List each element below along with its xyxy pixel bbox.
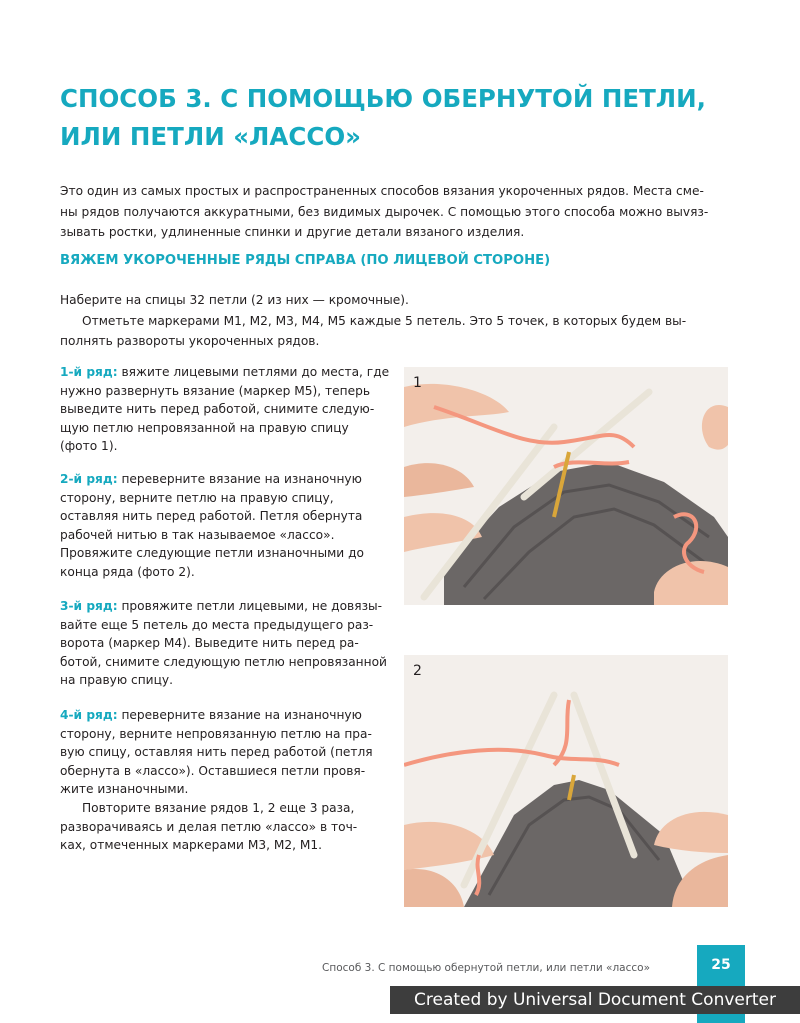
- step-3-line-1: [60, 597, 385, 616]
- step-3-label: 3-й ряд:: [60, 599, 118, 613]
- step-1-line-3: выведите нить перед работой, снимите следую-: [60, 402, 375, 417]
- page-title: [60, 80, 760, 156]
- title-line-1: СПОСОБ 3. С ПОМОЩЬЮ ОБЕРНУТОЙ ПЕТЛИ,: [60, 84, 706, 113]
- step-3-line-5: на правую спицу.: [60, 673, 173, 688]
- step-1-text: вяжите лицевыми петлями до места, где: [117, 365, 390, 379]
- step-2-line-4: рабочей нитью в так называемое «лассо».: [60, 527, 335, 542]
- running-footer: Способ 3. С помощью обернутой петли, или петли «лассо»: [322, 962, 650, 974]
- step-2-line-3: оставляя нить перед работой. Петля обернута: [60, 509, 363, 524]
- step-2: [60, 470, 385, 582]
- step-1: [60, 363, 390, 456]
- intro-line-1: Это один из самых простых и распространенных способов вязания укороченных рядов. Места сме-: [60, 184, 704, 198]
- intro-paragraph: [60, 181, 740, 243]
- setup-line-3: полнять развороты укороченных рядов.: [60, 334, 320, 348]
- step-4-extra-line-1: Повторите вязание рядов 1, 2 еще 3 раза,: [82, 800, 355, 815]
- setup-line-2: Отметьте маркерами М1, М2, М3, М4, М5 каждые 5 петель. Это 5 точек, в которых будем вы-: [82, 313, 687, 328]
- setup-line-1: Наберите на спицы 32 петли (2 из них — кромочные).: [60, 293, 409, 307]
- intro-line-3: зывать ростки, удлиненные спинки и другие детали вязаного изделия.: [60, 225, 525, 239]
- step-2-line-5: Провяжите следующие петли изнаночными до: [60, 546, 364, 561]
- step-1-line-2: нужно развернуть вязание (маркер М5), теперь: [60, 383, 371, 398]
- step-3-line-4: ботой, снимите следующую петлю непровязанной: [60, 654, 387, 669]
- step-2-line-2: сторону, верните петлю на правую спицу,: [60, 490, 334, 505]
- step-3-line-3: ворота (маркер М4). Выведите нить перед ра-: [60, 636, 359, 651]
- step-2-text: переверните вязание на изнаночную: [117, 472, 362, 486]
- photo-2: [404, 655, 728, 907]
- step-4-line-1: [60, 706, 385, 725]
- step-3: [60, 597, 385, 690]
- converter-watermark: Created by Universal Document Converter: [390, 986, 800, 1014]
- photo-2-illustration: [404, 655, 728, 907]
- page-number: 25: [711, 957, 731, 973]
- step-4: [60, 706, 385, 855]
- title-line-2: ИЛИ ПЕТЛИ «ЛАССО»: [60, 122, 361, 151]
- intro-line-2: ны рядов получаются аккуратными, без видимых дырочек. С помощью этого способа можно выvяз-: [60, 204, 709, 219]
- section-subheading: ВЯЖЕМ УКОРОЧЕННЫЕ РЯДЫ СПРАВА (ПО ЛИЦЕВОЙ СТОРОНЕ): [60, 253, 551, 268]
- step-4-line-2: сторону, верните непровязанную петлю на пра-: [60, 726, 372, 741]
- setup-paragraph: [60, 290, 740, 352]
- step-2-line-1: [60, 470, 385, 489]
- step-3-line-2: вайте еще 5 петель до места предыдущего раз-: [60, 617, 374, 632]
- step-4-line-3: вую спицу, оставляя нить перед работой (петля: [60, 745, 373, 760]
- step-4-extra-line-3: ках, отмеченных маркерами М3, М2, М1.: [60, 838, 323, 853]
- step-4-extra-line-2: разворачиваясь и делая петлю «лассо» в точ-: [60, 819, 358, 834]
- step-1-line-1: [60, 363, 390, 382]
- step-1-line-5: (фото 1).: [60, 439, 118, 454]
- step-4-line-4: обернута в «лассо»). Оставшиеся петли провя-: [60, 763, 366, 778]
- step-2-label: 2-й ряд:: [60, 472, 118, 486]
- step-4-line-5: жите изнаночными.: [60, 782, 189, 797]
- step-1-label: 1-й ряд:: [60, 365, 118, 379]
- photo-1-illustration: [404, 367, 728, 605]
- photo-1: [404, 367, 728, 605]
- step-3-text: провяжите петли лицевыми, не довязы-: [117, 599, 383, 613]
- photo-2-number: 2: [413, 663, 422, 679]
- step-1-line-4: щую петлю непровязанной на правую спицу: [60, 420, 349, 435]
- photo-1-number: 1: [413, 375, 422, 391]
- step-2-line-6: конца ряда (фото 2).: [60, 564, 195, 579]
- step-4-text: переверните вязание на изнаночную: [117, 708, 362, 722]
- step-4-label: 4-й ряд:: [60, 708, 118, 722]
